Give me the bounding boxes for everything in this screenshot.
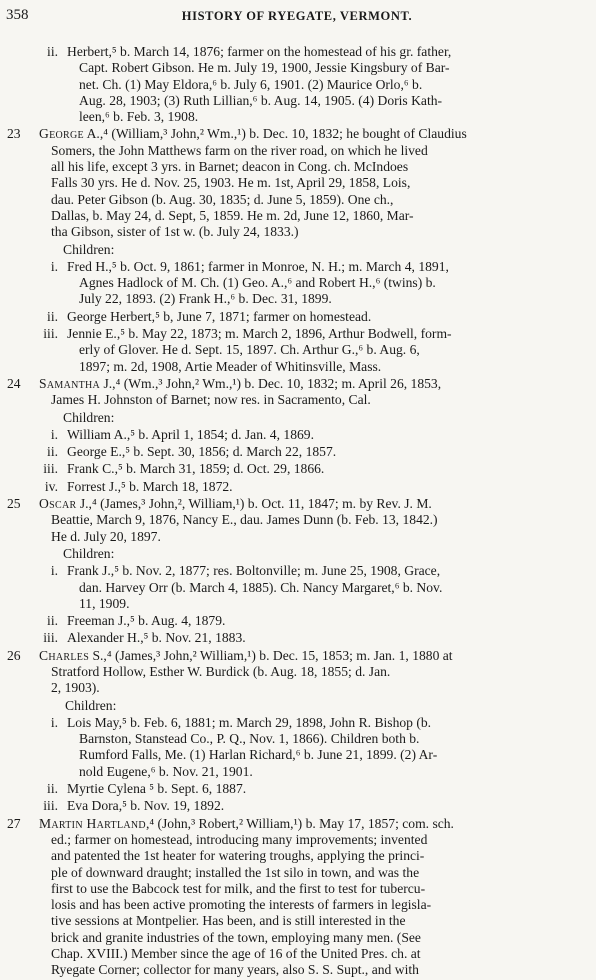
page-header	[6, 7, 588, 25]
page-number: 358	[6, 7, 29, 23]
child-numeral: i.	[50, 714, 58, 730]
text-line: Herbert,⁵ b. March 14, 1876; farmer on the homestead of his gr. father,	[67, 44, 452, 59]
text-line: Alexander H.,⁵ b. Nov. 21, 1883.	[67, 630, 246, 646]
text-line: Jennie E.,⁵ b. May 22, 1873; m. March 2, 1896, Arthur Bodwell, form-	[67, 326, 452, 342]
person-name: Charles	[39, 647, 90, 663]
child-entry	[0, 715, 588, 780]
text-line: Beattie, March 9, 1876, Nancy E., dau. James Dunn (b. Feb. 13, 1842.)	[51, 512, 438, 528]
child-entry	[0, 309, 588, 325]
child-numeral: iii.	[43, 461, 58, 477]
child-numeral: iii.	[43, 326, 58, 342]
person-name: Martin Hartland	[39, 815, 146, 831]
child-entry	[0, 781, 588, 797]
child-numeral: ii.	[47, 44, 58, 59]
child-numeral: iv.	[44, 478, 58, 494]
text-line: Myrtie Cylena ⁵ b. Sept. 6, 1887.	[67, 781, 247, 797]
entry-number: 25	[7, 496, 21, 512]
child-numeral: ii.	[47, 781, 58, 797]
text-line: Fred H.,⁵ b. Oct. 9, 1861; farmer in Monroe, N. H.; m. March 4, 1891,	[67, 258, 449, 274]
text-line: ed.; farmer on homestead, introducing many improvements; invented	[51, 831, 428, 847]
text-line: Dallas, b. May 24, d. Sept, 5, 1859. He m. 2d, June 12, 1860, Mar-	[51, 207, 414, 223]
child-numeral: ii.	[47, 308, 58, 324]
text-line: erly of Glover. He d. Sept. 15, 1897. Ch. Arthur G.,⁶ b. Aug. 6,	[79, 342, 420, 358]
running-title: HISTORY OF RYEGATE, VERMONT.	[181, 9, 413, 23]
text-line: brick and granite industries of the town, employing many men. (See	[51, 929, 421, 945]
child-entry	[0, 630, 588, 646]
text-line: William A.,⁵ b. April 1, 1854; d. Jan. 4, 1869.	[67, 426, 314, 442]
text-line: Frank C.,⁵ b. March 31, 1859; d. Oct. 29, 1866.	[67, 461, 325, 477]
children-heading: Children:	[63, 409, 115, 425]
text-line: Lois May,⁵ b. Feb. 6, 1881; m. March 29, 1898, John R. Bishop (b.	[67, 714, 432, 730]
text-line: Stratford Hollow, Esther W. Burdick (b. Aug. 18, 1855; d. Jan.	[51, 663, 391, 679]
text-line: Aug. 28, 1903; (3) Ruth Lillian,⁶ b. Aug. 14, 1905. (4) Doris Kath-	[79, 92, 443, 108]
text-line: Barnston, Stanstead Co., P. Q., Nov. 1, 1866). Children both b.	[79, 731, 420, 747]
text-line: Oscar J.,⁴ (James,³ John,², William,¹) b. Oct. 11, 1847; m. by Rev. J. M.	[39, 496, 432, 512]
child-entry	[0, 461, 588, 477]
text-line: net. Ch. (1) May Eldora,⁶ b. July 6, 1901. (2) Maurice Orlo,⁶ b.	[79, 76, 423, 92]
text-line: Capt. Robert Gibson. He m. July 19, 1900, Jessie Kingsbury of Bar-	[79, 60, 450, 76]
text-line: tive sessions at Montpelier. Has been, and is still interested in the	[51, 913, 406, 929]
children-heading: Children:	[65, 697, 117, 713]
text-line: Forrest J.,⁵ b. March 18, 1872.	[67, 478, 233, 494]
text-line: Eva Dora,⁵ b. Nov. 19, 1892.	[67, 798, 225, 814]
genealogy-entry	[0, 648, 588, 697]
child-entry	[0, 798, 588, 814]
children-heading: Children:	[63, 241, 115, 257]
entry-number: 27	[7, 815, 21, 831]
child-entry	[0, 563, 588, 612]
child-numeral: i.	[50, 426, 58, 442]
genealogy-entry	[0, 496, 588, 545]
page-body	[0, 44, 588, 980]
text-line: Martin Hartland,⁴ (John,³ Robert,² William,¹) b. May 17, 1857; com. sch.	[39, 815, 454, 831]
text-line: Rumford Falls, Me. (1) Harlan Richard,⁶ b. June 21, 1899. (2) Ar-	[79, 747, 438, 763]
text-line: and patented the 1st heater for watering troughs, applying the princi-	[51, 848, 425, 864]
text-line: George Herbert,⁵ b, June 7, 1871; farmer on homestead.	[67, 308, 372, 324]
genealogy-entry	[0, 376, 588, 409]
text-line: dau. Peter Gibson (b. Aug. 30, 1835; d. June 5, 1859). One ch.,	[51, 191, 394, 207]
text-line: Agnes Hadlock of M. Ch. (1) Geo. A.,⁶ and Robert H.,⁶ (twins) b.	[79, 275, 436, 291]
text-line: Ryegate Corner; collector for many years, also S. S. Supt., and with	[51, 962, 419, 978]
text-line: Charles S.,⁴ (James,³ John,² William,¹) b. Dec. 15, 1853; m. Jan. 1, 1880 at	[39, 647, 453, 663]
text-line: Freeman J.,⁵ b. Aug. 4, 1879.	[67, 613, 226, 629]
text-line: Samantha J.,⁴ (Wm.,³ John,² Wm.,¹) b. Dec. 10, 1832; m. April 26, 1853,	[39, 375, 442, 391]
text-line: George E.,⁵ b. Sept. 30, 1856; d. March 22, 1857.	[67, 444, 337, 460]
text-line: George A.,⁴ (William,³ John,² Wm.,¹) b. Dec. 10, 1832; he bought of Claudius	[39, 126, 467, 142]
text-line: Frank J.,⁵ b. Nov. 2, 1877; res. Boltonville; m. June 25, 1908, Grace,	[67, 563, 441, 579]
text-line: 1897; m. 2d, 1908, Artie Meader of Whitinsville, Mass.	[79, 358, 382, 374]
genealogy-entry	[0, 816, 588, 979]
person-name: Oscar	[39, 496, 77, 512]
child-entry	[0, 427, 588, 443]
child-entry	[0, 444, 588, 460]
text-line: Somers, the John Matthews farm on the river road, on which he lived	[51, 142, 428, 158]
entry-number: 26	[7, 647, 21, 663]
children-heading: Children:	[63, 545, 115, 561]
child-entry	[0, 479, 588, 495]
child-numeral: iii.	[43, 630, 58, 646]
text-line: Chap. XVIII.) Member since the age of 16 of the United Pres. ch. at	[51, 946, 421, 962]
person-name: Samantha	[39, 375, 101, 391]
person-name: George	[39, 126, 84, 142]
text-line: losis and has been active promoting the interests of farmers in legisla-	[51, 897, 432, 913]
child-numeral: i.	[50, 563, 58, 579]
text-line: dan. Harvey Orr (b. March 4, 1885). Ch. Nancy Margaret,⁶ b. Nov.	[79, 579, 443, 595]
child-entry	[0, 613, 588, 629]
text-line: all his life, except 3 yrs. in Barnet; deacon in Cong. ch. McIndoes	[51, 159, 409, 175]
text-line: 11, 1909.	[79, 595, 130, 611]
text-line: James H. Johnston of Barnet; now res. in Sacramento, Cal.	[51, 392, 371, 408]
child-numeral: i.	[50, 258, 58, 274]
text-line: first to use the Babcock test for milk, and the first to test for tubercu-	[51, 880, 426, 896]
child-entry	[0, 44, 588, 125]
text-line: tha Gibson, sister of 1st w. (b. July 24, 1833.)	[51, 224, 299, 240]
child-numeral: ii.	[47, 444, 58, 460]
entry-number: 24	[7, 375, 21, 391]
genealogy-entry	[0, 126, 588, 240]
text-line: ple of downward draught; installed the 1st silo in town, and was the	[51, 864, 420, 880]
text-line: 2, 1903).	[51, 680, 100, 696]
text-line: July 22, 1893. (2) Frank H.,⁶ b. Dec. 31, 1899.	[79, 291, 332, 307]
text-line: nold Eugene,⁶ b. Nov. 21, 1901.	[79, 763, 253, 779]
entry-number: 23	[7, 126, 21, 142]
child-entry	[0, 326, 588, 375]
child-numeral: iii.	[43, 798, 58, 814]
child-entry	[0, 259, 588, 308]
text-line: He d. July 20, 1897.	[51, 528, 161, 544]
child-numeral: ii.	[47, 613, 58, 629]
text-line: leen,⁶ b. Feb. 3, 1908.	[79, 109, 199, 125]
text-line: Falls 30 yrs. He d. Nov. 25, 1903. He m. 1st, April 29, 1858, Lois,	[51, 175, 411, 191]
